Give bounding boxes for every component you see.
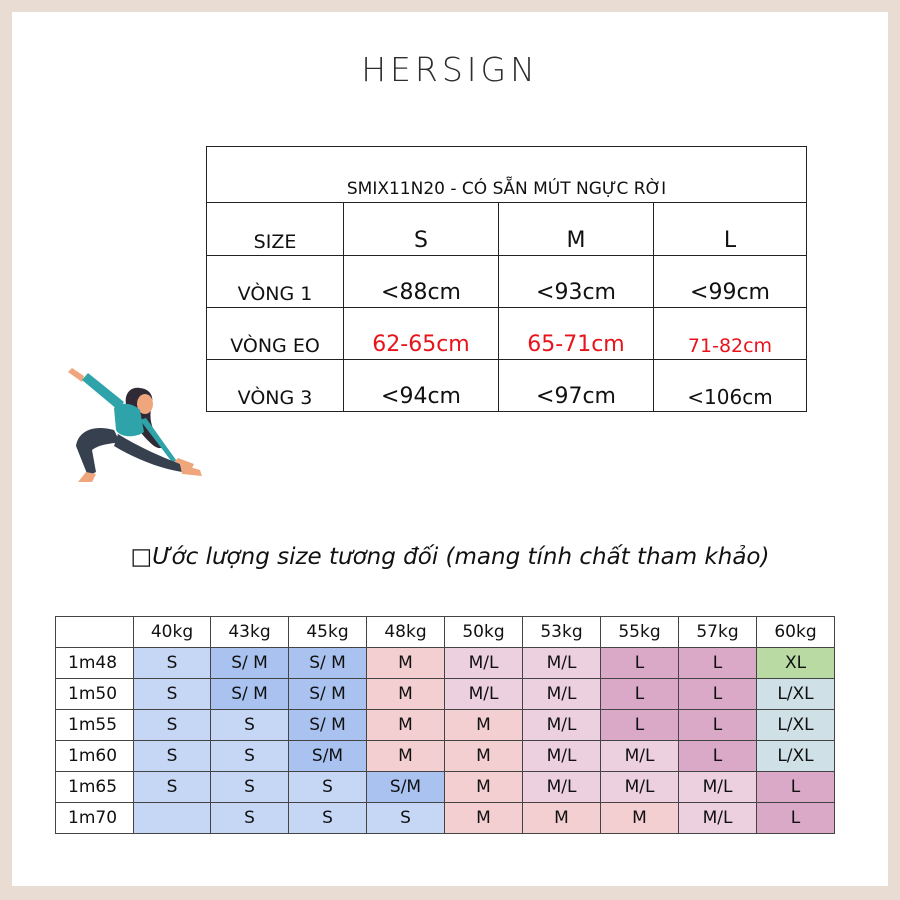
size-cell: S xyxy=(367,803,445,834)
measure-cell-highlight: 71-82cm xyxy=(654,308,807,360)
size-cell: L/XL xyxy=(757,679,835,710)
size-cell: S xyxy=(211,710,289,741)
table-row xyxy=(56,710,835,741)
size-cell: S xyxy=(211,803,289,834)
size-chart-title: SMIX11N20 - CÓ SẴN MÚT NGỰC RỜI xyxy=(207,147,807,203)
size-cell: M xyxy=(445,772,523,803)
size-cell: L xyxy=(679,710,757,741)
size-cell: M xyxy=(445,803,523,834)
size-cell: S xyxy=(134,648,211,679)
size-cell: M/L xyxy=(601,741,679,772)
table-row xyxy=(56,679,835,710)
weight-header: 40kg xyxy=(134,617,211,648)
measure-cell-highlight: 62-65cm xyxy=(344,308,499,360)
header-size-label: SIZE xyxy=(207,203,344,256)
weight-header: 43kg xyxy=(211,617,289,648)
size-cell: S/ M xyxy=(211,648,289,679)
weight-header: 60kg xyxy=(757,617,835,648)
size-cell: M/L xyxy=(523,679,601,710)
table-row xyxy=(56,741,835,772)
row-vong-eo xyxy=(207,308,807,360)
table-row xyxy=(56,648,835,679)
size-cell: M/L xyxy=(679,772,757,803)
height-label: 1m55 xyxy=(56,710,134,741)
size-cell: XL xyxy=(757,648,835,679)
size-cell: M xyxy=(367,648,445,679)
size-cell: L xyxy=(679,648,757,679)
brand-logo: HERSIGN xyxy=(361,50,539,89)
size-cell: S xyxy=(134,679,211,710)
row-vong-1 xyxy=(207,256,807,308)
weight-header: 53kg xyxy=(523,617,601,648)
measure-cell: <88cm xyxy=(344,256,499,308)
weight-header: 55kg xyxy=(601,617,679,648)
header-size-l: L xyxy=(654,203,807,256)
size-cell: L xyxy=(679,741,757,772)
size-chart-table xyxy=(206,146,807,412)
size-cell: L/XL xyxy=(757,741,835,772)
size-cell: S/ M xyxy=(211,679,289,710)
size-cell: M xyxy=(445,741,523,772)
measure-cell: <106cm xyxy=(654,360,807,412)
size-cell: M/L xyxy=(679,803,757,834)
size-cell: M xyxy=(367,710,445,741)
size-cell: L xyxy=(757,772,835,803)
size-cell: S xyxy=(211,772,289,803)
size-cell: M xyxy=(523,803,601,834)
height-label: 1m60 xyxy=(56,741,134,772)
row-label: VÒNG 3 xyxy=(207,360,344,412)
size-cell: S/M xyxy=(367,772,445,803)
weight-header: 50kg xyxy=(445,617,523,648)
size-cell xyxy=(134,803,211,834)
height-label: 1m50 xyxy=(56,679,134,710)
size-cell: S xyxy=(134,772,211,803)
header-size-m: M xyxy=(499,203,654,256)
size-cell: S/M xyxy=(289,741,367,772)
size-cell: L xyxy=(601,679,679,710)
size-chart-header-row xyxy=(207,203,807,256)
table-row xyxy=(56,803,835,834)
measure-cell: <93cm xyxy=(499,256,654,308)
size-cell: S/ M xyxy=(289,648,367,679)
height-label: 1m48 xyxy=(56,648,134,679)
size-cell: M xyxy=(445,710,523,741)
size-cell: M xyxy=(367,741,445,772)
size-cell: M/L xyxy=(523,772,601,803)
row-vong-3 xyxy=(207,360,807,412)
size-estimate-table xyxy=(55,616,835,834)
size-cell: M/L xyxy=(445,648,523,679)
size-cell: S xyxy=(134,741,211,772)
size-cell: M/L xyxy=(523,710,601,741)
size-cell: M xyxy=(601,803,679,834)
size-cell: L/XL xyxy=(757,710,835,741)
height-label: 1m70 xyxy=(56,803,134,834)
measure-cell: <99cm xyxy=(654,256,807,308)
row-label: VÒNG 1 xyxy=(207,256,344,308)
table-row xyxy=(56,772,835,803)
size-cell: L xyxy=(679,679,757,710)
measure-cell: <94cm xyxy=(344,360,499,412)
size-cell: M xyxy=(367,679,445,710)
corner-cell xyxy=(56,617,134,648)
measure-cell: <97cm xyxy=(499,360,654,412)
size-cell: S xyxy=(211,741,289,772)
weight-header-row xyxy=(56,617,835,648)
weight-header: 48kg xyxy=(367,617,445,648)
weight-header: 45kg xyxy=(289,617,367,648)
size-cell: S/ M xyxy=(289,710,367,741)
size-cell: L xyxy=(601,710,679,741)
size-cell: M/L xyxy=(601,772,679,803)
measure-cell-highlight: 65-71cm xyxy=(499,308,654,360)
size-cell: S xyxy=(134,710,211,741)
header-size-s: S xyxy=(344,203,499,256)
size-cell: M/L xyxy=(523,648,601,679)
row-label: VÒNG EO xyxy=(207,308,344,360)
estimate-note: □Ước lượng size tương đối (mang tính chất tham khảo) xyxy=(130,544,770,570)
size-cell: S xyxy=(289,772,367,803)
size-cell: M/L xyxy=(523,741,601,772)
yoga-woman-illustration xyxy=(62,358,212,488)
height-label: 1m65 xyxy=(56,772,134,803)
weight-header: 57kg xyxy=(679,617,757,648)
size-cell: M/L xyxy=(445,679,523,710)
size-cell: L xyxy=(757,803,835,834)
size-chart-title-row xyxy=(207,147,807,203)
size-cell: L xyxy=(601,648,679,679)
size-cell: S xyxy=(289,803,367,834)
size-cell: S/ M xyxy=(289,679,367,710)
